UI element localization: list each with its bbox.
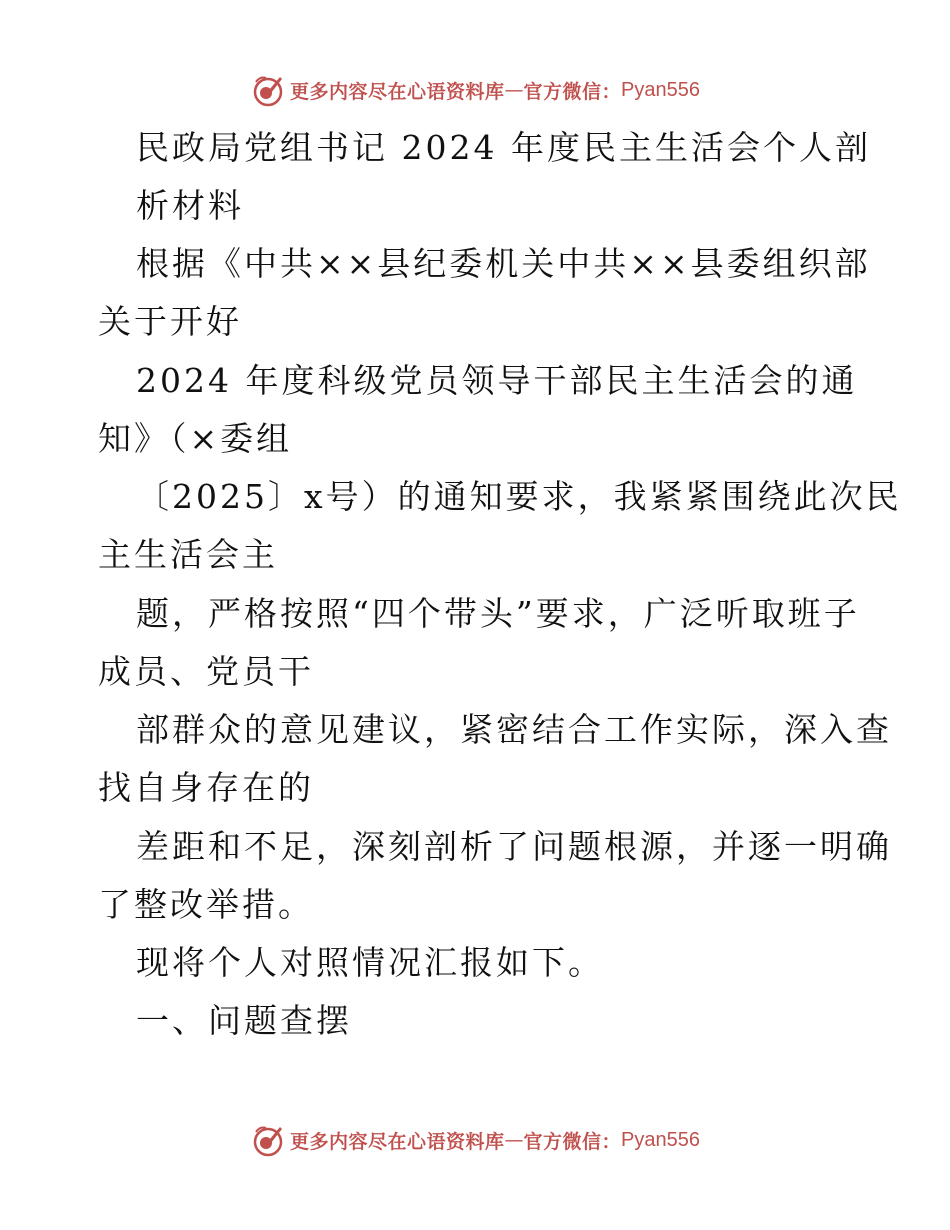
watermark-contact: 官方微信： — [523, 80, 622, 103]
doc-paragraph-line: 了整改举措。 — [98, 885, 314, 924]
doc-title-line-2: 析材料 — [136, 186, 244, 225]
watermark-brand: 更多内容尽在心语资料库 — [290, 80, 505, 103]
doc-paragraph-line: 找自身存在的 — [98, 768, 314, 807]
doc-paragraph-line: 现将个人对照情况汇报如下。 — [136, 943, 604, 982]
doc-paragraph-line: 部群众的意见建议，紧密结合工作实际，深入查 — [136, 710, 892, 749]
doc-section-heading: 一、问题查摆 — [136, 1001, 352, 1040]
watermark-brand: 更多内容尽在心语资料库 — [290, 1130, 505, 1153]
quill-logo-icon — [250, 1122, 286, 1158]
doc-paragraph-line: 知》（×委组 — [98, 419, 293, 458]
doc-paragraph-line: 题，严格按照“四个带头”要求，广泛听取班子 — [136, 594, 860, 633]
doc-paragraph-line: 关于开好 — [98, 302, 242, 341]
doc-paragraph-line: 主生活会主 — [98, 535, 278, 574]
watermark-contact: 官方微信： — [523, 1130, 622, 1153]
doc-paragraph-line: 成员、党员干 — [98, 652, 314, 691]
doc-title-line-1: 民政局党组书记 2024 年度民主生活会个人剖 — [136, 128, 871, 167]
doc-paragraph-line: 根据《中共××县纪委机关中共××县委组织部 — [136, 244, 871, 283]
watermark-separator: — — [504, 79, 524, 101]
watermark-footer — [0, 1118, 950, 1162]
doc-paragraph-line: 差距和不足，深刻剖析了问题根源，并逐一明确 — [136, 827, 892, 866]
watermark-contact-id: Pyan556 — [621, 78, 700, 101]
watermark-contact-id: Pyan556 — [621, 1128, 700, 1151]
doc-paragraph-line: 〔2025〕x号）的通知要求，我紧紧围绕此次民 — [136, 477, 902, 516]
watermark-separator: — — [504, 1129, 524, 1151]
doc-paragraph-line: 2024 年度科级党员领导干部民主生活会的通 — [136, 361, 858, 400]
